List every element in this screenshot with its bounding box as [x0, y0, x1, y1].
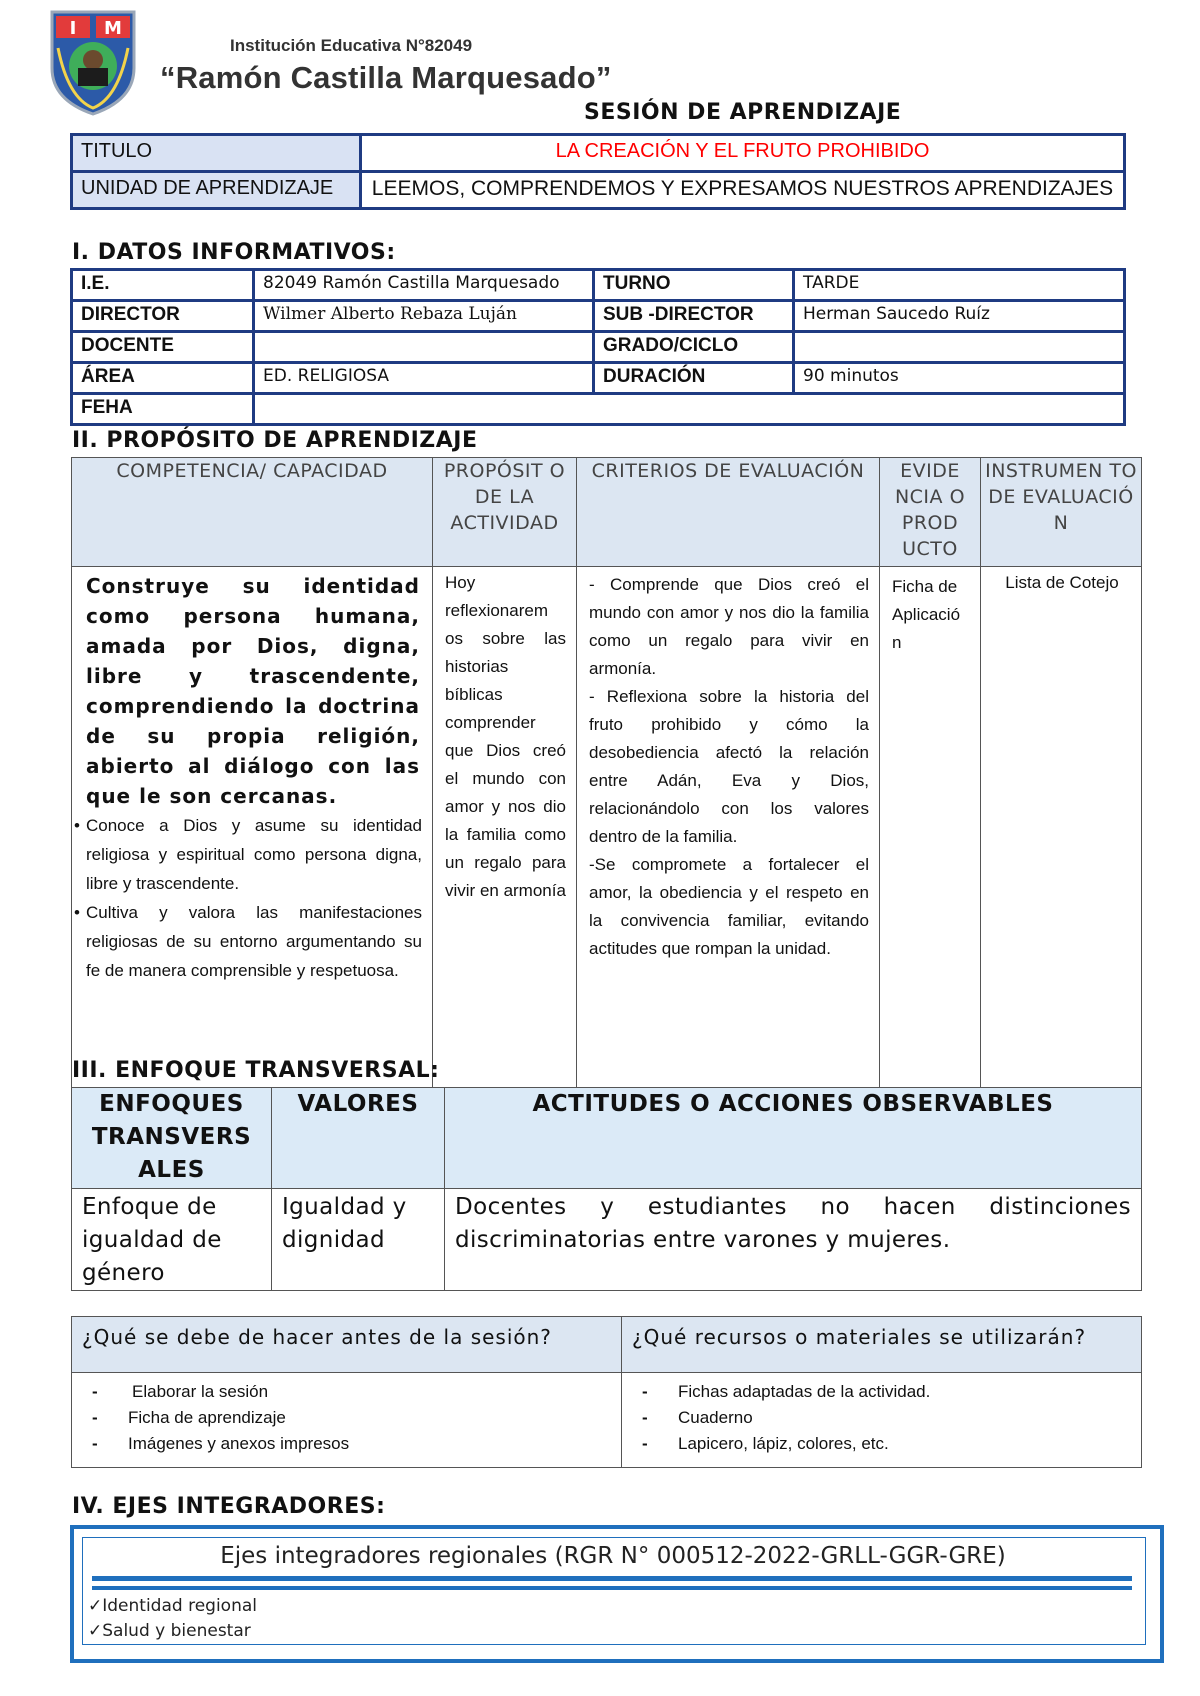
turno-label: TURNO	[594, 270, 794, 301]
check-icon: ✓	[88, 1596, 103, 1616]
col-competencia: COMPETENCIA/ CAPACIDAD	[72, 458, 433, 567]
director-value: Wilmer Alberto Rebaza Luján	[254, 301, 594, 332]
col-materiales: ¿Qué recursos o materiales se utilizarán?	[622, 1317, 1142, 1373]
antes-list	[72, 1373, 622, 1468]
enfoque-table	[71, 1087, 1142, 1291]
logo-letter-i: I	[69, 18, 77, 39]
area-value: ED. RELIGIOSA	[254, 363, 594, 394]
duracion-label: DURACIÓN	[594, 363, 794, 394]
proposito-heading: II. PROPÓSITO DE APRENDIZAJE	[72, 428, 478, 453]
instrumento-text: Lista de Cotejo	[1005, 573, 1119, 592]
datos-heading: I. DATOS INFORMATIVOS:	[72, 240, 396, 265]
fecha-value	[254, 394, 1125, 425]
col-actitudes: ACTITUDES O ACCIONES OBSERVABLES	[445, 1088, 1142, 1189]
titulo-value: LA CREACIÓN Y EL FRUTO PROHIBIDO	[361, 135, 1125, 172]
logo-letter-m: M	[104, 18, 122, 39]
proposito-text: Hoy reflexionarem os sobre las historias bíblicas comprender que Dios creó el mundo con amor y nos dio la familia como un regalo para vivir en armonía	[445, 573, 566, 900]
criterios-cell	[577, 567, 880, 1136]
unidad-value: LEEMOS, COMPRENDEMOS Y EXPRESAMOS NUESTROS APRENDIZAJES	[361, 172, 1125, 209]
ejes-divider	[92, 1586, 1132, 1590]
ejes-divider	[92, 1576, 1132, 1581]
unidad-label: UNIDAD DE APRENDIZAJE	[72, 172, 361, 209]
col-proposito: PROPÓSIT O DE LA ACTIVIDAD	[433, 458, 577, 567]
criterio-item: - Reflexiona sobre la historia del fruto prohibido y cómo la desobediencia afectó la relación entre Adán, Eva y Dios, relacionándolo con los valores dentro de la familia.	[589, 687, 869, 846]
enfoque-value: Enfoque de igualdad de género	[72, 1189, 272, 1291]
ejes-box-title: Ejes integradores regionales (RGR N° 000512-2022-GRLL-GGR-GRE)	[220, 1543, 1006, 1569]
material-item: - Lapicero, lápiz, colores, etc.	[642, 1431, 1131, 1457]
docente-value	[254, 332, 594, 363]
col-evidencia: EVIDE NCIA O PROD UCTO	[880, 458, 981, 567]
col-criterios: CRITERIOS DE EVALUACIÓN	[577, 458, 880, 567]
col-valores: VALORES	[272, 1088, 445, 1189]
titulo-label: TITULO	[72, 135, 361, 172]
docente-label: DOCENTE	[72, 332, 254, 363]
institution-line: Institución Educativa N°82049	[230, 36, 473, 55]
competencia-cell	[72, 567, 433, 1136]
document-title: SESIÓN DE APRENDIZAJE	[584, 100, 902, 125]
instrumento-cell	[981, 567, 1142, 1136]
proposito-cell	[433, 567, 577, 1136]
materiales-list	[622, 1373, 1142, 1468]
fecha-label: FEHA	[72, 394, 254, 425]
institution-name: “Ramón Castilla Marquesado”	[160, 60, 612, 95]
title-table	[70, 133, 1126, 210]
ie-value: 82049 Ramón Castilla Marquesado	[254, 270, 594, 301]
eje-item	[88, 1621, 251, 1641]
eje-item-label: Identidad regional	[102, 1596, 257, 1616]
antes-item: - Imágenes y anexos impresos	[92, 1431, 611, 1457]
proposito-table	[71, 457, 1142, 1136]
evidencia-text: Ficha de Aplicació n	[892, 577, 961, 652]
grado-value	[794, 332, 1125, 363]
actitudes-value: Docentes y estudiantes no hacen distinciones discriminatorias entre varones y mujeres.	[445, 1189, 1142, 1291]
material-item: - Cuaderno	[642, 1405, 1131, 1431]
competencia-main: Construye su identidad como persona humana, amada por Dios, digna, libre y trascendente, comprendiendo la doctrina de su propia religión, abierto al diálogo con las que le son cercanas.	[86, 574, 420, 808]
ejes-heading: IV. EJES INTEGRADORES:	[72, 1494, 386, 1519]
datos-table	[70, 268, 1126, 426]
school-crest-logo	[48, 8, 138, 116]
col-instrumento: INSTRUMEN TO DE EVALUACIÓ N	[981, 458, 1142, 567]
eje-item-label: Salud y bienestar	[102, 1621, 251, 1641]
evidencia-cell	[880, 567, 981, 1136]
antes-item: - Ficha de aprendizaje	[92, 1405, 611, 1431]
turno-value: TARDE	[794, 270, 1125, 301]
grado-label: GRADO/CICLO	[594, 332, 794, 363]
material-item: - Fichas adaptadas de la actividad.	[642, 1379, 1131, 1405]
area-label: ÁREA	[72, 363, 254, 394]
subdirector-label: SUB -DIRECTOR	[594, 301, 794, 332]
criterio-item: -Se compromete a fortalecer el amor, la obediencia y el respeto en la convivencia familiar, evitando actitudes que rompan la unidad.	[589, 855, 869, 958]
criterio-item: - Comprende que Dios creó el mundo con amor y nos dio la familia como un regalo para vivir en armonía.	[589, 575, 869, 678]
check-icon: ✓	[88, 1621, 103, 1641]
ie-label: I.E.	[72, 270, 254, 301]
col-antes: ¿Qué se debe de hacer antes de la sesión?	[72, 1317, 622, 1373]
eje-item	[88, 1596, 257, 1616]
duracion-value: 90 minutos	[794, 363, 1125, 394]
capacidad-item: • Cultiva y valora las manifestaciones religiosas de su entorno argumentando su fe de manera comprensible y respetuosa.	[72, 898, 432, 985]
capacidad-item: • Conoce a Dios y asume su identidad religiosa y espiritual como persona digna, libre y trascendente.	[72, 811, 432, 898]
valores-value: Igualdad y dignidad	[272, 1189, 445, 1291]
enfoque-heading: III. ENFOQUE TRANSVERSAL:	[72, 1058, 440, 1083]
director-label: DIRECTOR	[72, 301, 254, 332]
recursos-table	[71, 1316, 1142, 1468]
antes-item: - Elaborar la sesión	[92, 1379, 611, 1405]
col-enfoques: ENFOQUES TRANSVERS ALES	[72, 1088, 272, 1189]
subdirector-value: Herman Saucedo Ruíz	[794, 301, 1125, 332]
